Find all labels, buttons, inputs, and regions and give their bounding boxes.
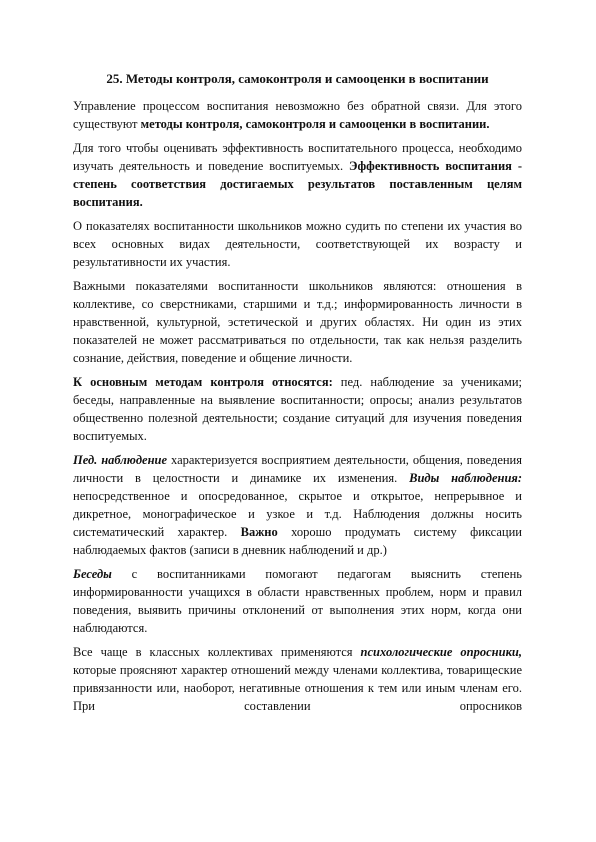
paragraph-text: Все чаще в классных коллективах применяются (73, 645, 361, 659)
paragraph-text: непосредственное и опосредованное, скрытое и открытое, непрерывное и дикретное, монографическое и узкое и т.д. Наблюдения должны носить систематический характер. (73, 489, 522, 539)
bold-definition: Эффективность воспитания - степень соответствия достигаемых результатов поставленным целям воспитания. (73, 159, 522, 209)
bold-italic-term: Беседы (73, 567, 112, 581)
bold-term: К основным методам контроля относятся: (73, 375, 333, 389)
bold-italic-term: Пед. наблюдение (73, 453, 168, 467)
paragraph-important-indicators: Важными показателями воспитанности школьников являются: отношения в коллективе, со сверстниками, старшими и т.д.; информированность личности в нравственной, культурной, эстетической и других областях. Ни один из этих показателей не может рассматриваться по отдельности, так как нельзя разделить сознание, действия, поведение и общение личности. (73, 279, 522, 365)
paragraph-questionnaires (73, 643, 522, 715)
paragraph-text: которые проясняют характер отношений между членами коллектива, товарищеские привязанности или, наоборот, негативные отношения к тем или иным членам его. При составлении опросников (73, 663, 522, 713)
paragraph-indicators: О показателях воспитанности школьников можно судить по степени их участия во всех основных видах деятельности, соответствующей их возрасту и результативности их участия. (73, 219, 522, 269)
bold-term: Важно (240, 525, 278, 539)
section-title: 25. Методы контроля, самоконтроля и самооценки в воспитании (106, 71, 489, 86)
paragraph-text: с воспитанниками помогают педагогам выяснить степень информированности учащихся в области нравственных проблем, норм и правил поведения, выявить причины отклонений от выполнения этих норм, когда они наблюдаются. (73, 567, 522, 635)
document-page (73, 70, 522, 721)
paragraph-text: пед. наблюдение за учениками; беседы, направленные на выявление воспитанности; опросы; анализ результатов общественно полезной деятельности; создание ситуаций для изучения поведения воспитуемых. (73, 375, 522, 443)
paragraph-text: хорошо продумать систему фиксации наблюдаемых фактов (записи в дневник наблюдений и др.) (73, 525, 522, 557)
paragraph-conversations (73, 565, 522, 637)
paragraph-feedback (73, 97, 522, 133)
paragraph-observation (73, 451, 522, 559)
bold-italic-term: Виды наблюдения: (409, 471, 523, 485)
bold-italic-term: психологические опросники, (360, 645, 522, 659)
paragraph-text: Для того чтобы оценивать эффективность воспитательного процесса, необходимо изучать деятельность и поведение воспитуемых. (73, 141, 522, 173)
paragraph-text: Управление процессом воспитания невозможно без обратной связи. Для этого существуют (73, 99, 522, 131)
bold-term: методы контроля, самоконтроля и самооценки в воспитании. (140, 117, 490, 131)
paragraph-text: характеризуется восприятием деятельности, общения, поведения личности в целостности и динамике их изменения. (73, 453, 522, 485)
paragraph-control-methods (73, 373, 522, 445)
paragraph-effectiveness (73, 139, 522, 211)
